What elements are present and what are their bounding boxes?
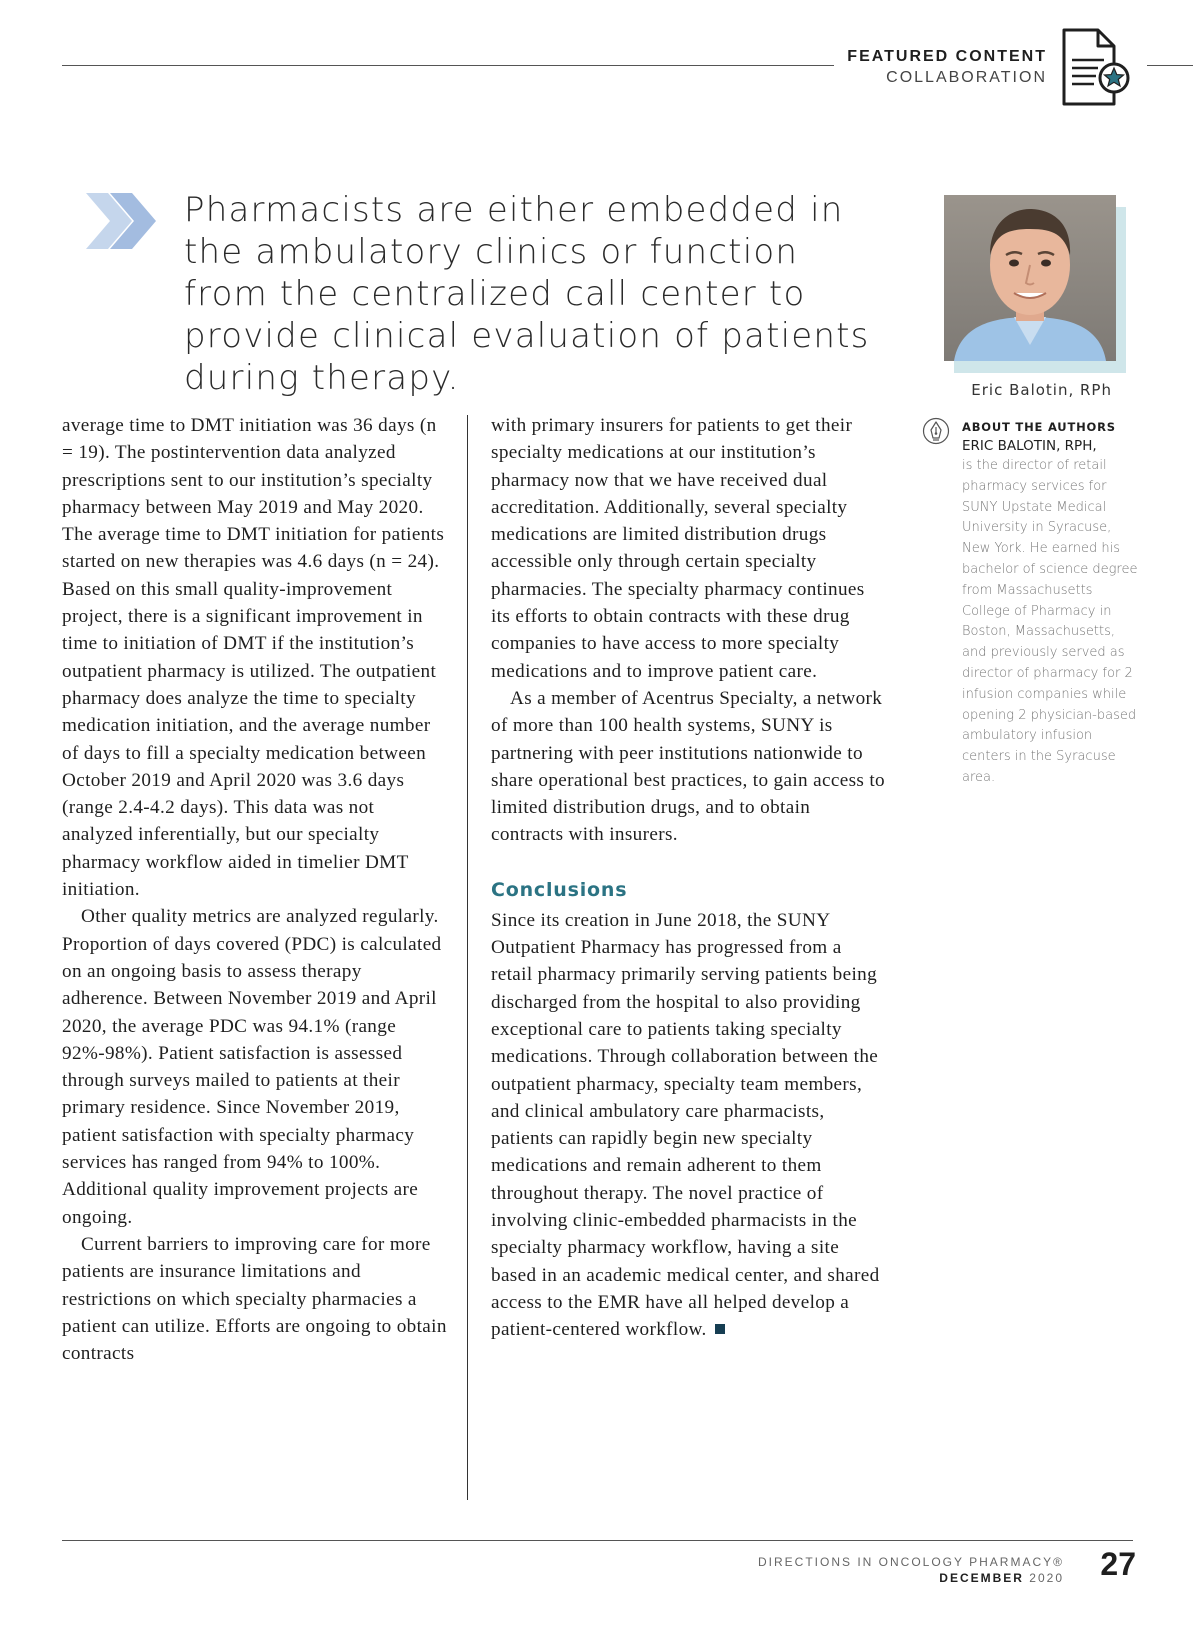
body-column-1 — [62, 412, 450, 1367]
header-kicker: FEATURED CONTENT — [847, 48, 1047, 65]
issue-date — [758, 1570, 1064, 1586]
paragraph: Other quality metrics are analyzed regularly. Proportion of days covered (PDC) is calculated on an ongoing basis to assess therapy adherence. Between November 2019 and April 2020, the average PDC was 94.1% (range 92%-98%). Patient satisfaction is assessed through surveys mailed to patients at their primary residence. Since November 2019, patient satisfaction with specialty pharmacy services has ranged from 94% to 100%. Additional quality improvement projects are ongoing. — [62, 906, 442, 1228]
publication-name: DIRECTIONS IN ONCOLOGY PHARMACY® — [758, 1555, 1064, 1569]
paragraph: Current barriers to improving care for more patients are insurance limitations and restrictions on which specialty pharmacies a patient can utilize. Efforts are ongoing to obtain contracts — [62, 1233, 447, 1365]
running-footer — [758, 1554, 1064, 1586]
body-column-2 — [491, 412, 885, 1344]
author-name-text: ERIC BALOTIN, RPH — [962, 438, 1093, 454]
conclusion-text: Since its creation in June 2018, the SUNY Outpatient Pharmacy has progressed from a retail pharmacy primarily serving patients being discharged from the hospital to also providing exceptional care to patients taking specialty medications. Through collaboration between the outpatient pharmacy, specialty team members, and clinical ambulatory care pharmacists, patients can rapidly begin new specialty medications and remain adherent to them throughout therapy. The novel practice of involving clinic-embedded pharmacists in the specialty pharmacy workflow, having a site based in an academic medical center, and shared access to the EMR have all helped develop a patient-centered workflow. — [491, 909, 880, 1341]
document-star-icon — [1058, 26, 1130, 108]
author-photo — [944, 195, 1116, 361]
photo-caption: Eric Balotin, RPh — [971, 381, 1112, 399]
about-heading: ABOUT THE AUTHORS — [962, 420, 1116, 434]
header-rule-right — [1147, 65, 1193, 66]
header-rule-left — [62, 65, 834, 66]
about-the-authors — [962, 418, 1142, 789]
header-section: COLLABORATION — [886, 69, 1047, 86]
pen-nib-icon — [922, 417, 950, 445]
double-chevron-icon — [86, 193, 158, 249]
author-bio: is the director of retail pharmacy services for SUNY Upstate Medical University in Syracuse, New York. He earned his bachelor of science degree from Massachusetts College of Pharmacy in Boston, Massachusetts, and previously served as director of pharmacy for 2 infusion companies while opening 2 physician-based ambulatory infusion centers in the Syracuse area. — [962, 458, 1138, 785]
running-header — [847, 46, 1047, 88]
author-portrait-illustration — [944, 195, 1116, 361]
paragraph: with primary insurers for patients to get their specialty medications at our institution’s pharmacy now that we have received dual accreditation. Additionally, several specialty medications are limited distribution drugs accessible only through certain specialty pharmacies. The specialty pharmacy continues its efforts to obtain contracts with these drug companies to have access to more specialty medications and to improve patient care. — [491, 415, 865, 682]
paragraph — [491, 907, 885, 1344]
pull-quote: Pharmacists are either embedded in the ambulatory clinics or function from the centralized call center to provide clinical evaluation of patients during therapy. — [184, 190, 870, 398]
column-divider — [467, 415, 468, 1500]
paragraph: As a member of Acentrus Specialty, a network of more than 100 health systems, SUNY is partnering with peer institutions nationwide to share operational best practices, to gain access to limited distribution drugs, and to obtain contracts with insurers. — [491, 687, 885, 846]
paragraph: average time to DMT initiation was 36 days (n = 19). The postintervention data analyzed prescriptions sent to our institution’s specialty pharmacy between May 2019 and May 2020. The average time to DMT initiation for patients started on new therapies was 4.6 days (n = 24). Based on this small quality-improvement project, there is a significant improvement in time to initiation of DMT if the institution’s outpatient pharmacy is utilized. The outpatient pharmacy does analyze the time to specialty medication initiation, and the average number of days to fill a specialty medication between October 2019 and April 2020 was 3.6 days (range 2.4-4.2 days). This data was not analyzed inferentially, but our specialty pharmacy workflow aided in timelier DMT initiation. — [62, 415, 445, 901]
issue-month: DECEMBER — [939, 1571, 1024, 1585]
author-name: ERIC BALOTIN, RPH, — [962, 438, 1097, 454]
end-of-article-mark — [715, 1324, 725, 1334]
footer-rule — [62, 1540, 1133, 1541]
section-heading-conclusions: Conclusions — [491, 878, 628, 901]
page-number: 27 — [1100, 1546, 1136, 1582]
issue-year: 2020 — [1029, 1571, 1064, 1585]
